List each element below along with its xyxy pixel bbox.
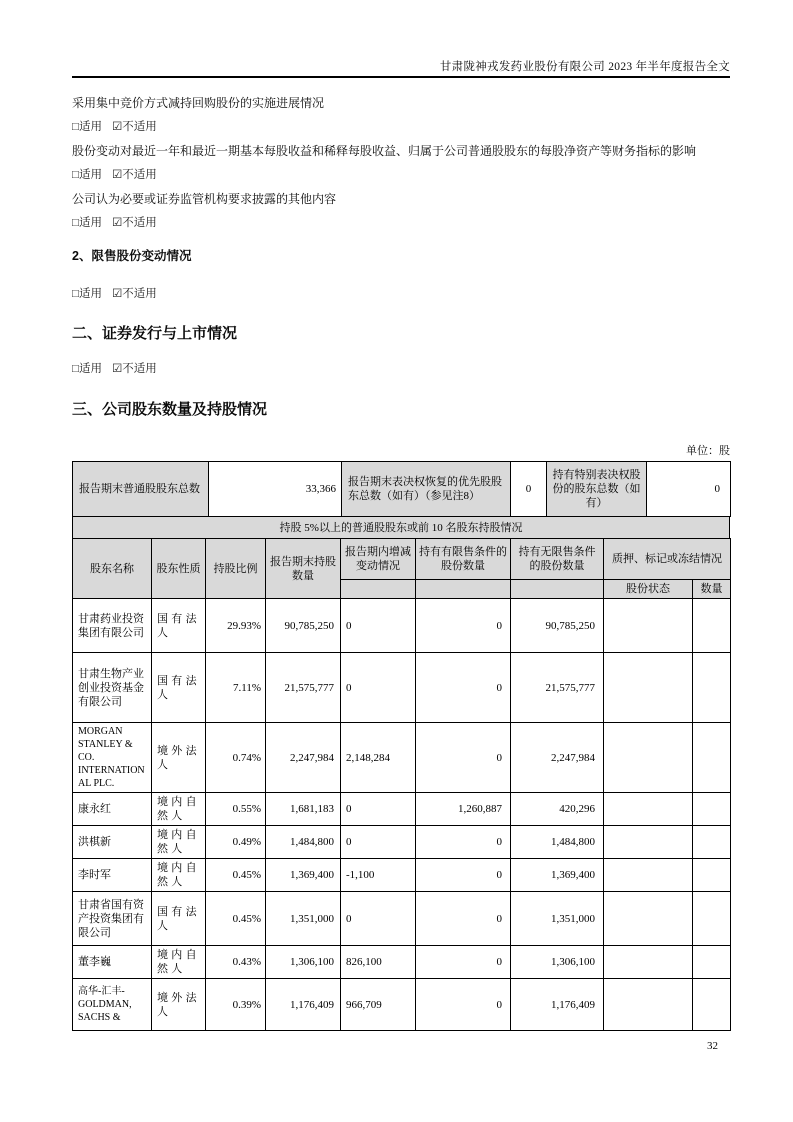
heading-shareholder-info: 三、公司股东数量及持股情况 xyxy=(72,401,268,418)
col-header-pledge-status: 股份状态 xyxy=(604,580,693,599)
restricted-shares: 0 xyxy=(416,892,511,946)
col-header-unrestricted-sub xyxy=(511,580,604,599)
restricted-shares: 0 xyxy=(416,859,511,892)
preferred-shareholders-value: 0 xyxy=(511,462,547,517)
preferred-shareholders-label: 报告期末表决权恢复的优先股股东总数（如有）（参见注8） xyxy=(342,462,511,517)
shares-change: 2,148,284 xyxy=(341,723,416,793)
shares-end: 90,785,250 xyxy=(266,599,341,653)
shareholder-nature: 境内自然人 xyxy=(152,826,206,859)
page-number: 32 xyxy=(707,1040,718,1052)
checkbox-not-applicable-checked: ☑不适用 xyxy=(111,169,157,181)
shareholder-summary-table xyxy=(72,461,731,517)
shareholder-row xyxy=(73,859,731,892)
shareholder-ratio: 0.45% xyxy=(206,859,266,892)
shareholder-name: 康永红 xyxy=(73,793,152,826)
shareholder-ratio: 0.55% xyxy=(206,793,266,826)
pledge-status xyxy=(604,793,693,826)
running-header-title: 甘肃陇神戎发药业股份有限公司 2023 年半年度报告全文 xyxy=(439,61,730,73)
pledge-qty xyxy=(693,653,731,723)
col-header-name: 股东名称 xyxy=(73,539,152,599)
shareholder-nature: 境内自然人 xyxy=(152,859,206,892)
checkline-other xyxy=(72,216,730,230)
shareholder-name: 高华-汇丰-GOLDMAN, SACHS & xyxy=(73,979,152,1031)
checkbox-applicable-unchecked: □适用 xyxy=(72,288,102,300)
restricted-shares: 0 xyxy=(416,946,511,979)
shareholder-row xyxy=(73,723,731,793)
shares-end: 2,247,984 xyxy=(266,723,341,793)
shareholder-row xyxy=(73,979,731,1031)
shareholder-row xyxy=(73,826,731,859)
para-share-change-impact: 股份变动对最近一年和最近一期基本每股收益和稀释每股收益、归属于公司普通股股东的每股净资产等财务指标的影响 xyxy=(72,144,697,158)
shareholder-row xyxy=(73,892,731,946)
pledge-status xyxy=(604,826,693,859)
heading-securities-issuance: 二、证券发行与上市情况 xyxy=(72,325,238,342)
pledge-status xyxy=(604,979,693,1031)
shareholder-nature: 境内自然人 xyxy=(152,793,206,826)
unrestricted-shares: 1,351,000 xyxy=(511,892,604,946)
col-header-pledge-qty: 数量 xyxy=(693,580,731,599)
shareholder-row xyxy=(73,599,731,653)
shares-change: 0 xyxy=(341,826,416,859)
unrestricted-shares: 1,306,100 xyxy=(511,946,604,979)
shareholder-row xyxy=(73,946,731,979)
unrestricted-shares: 2,247,984 xyxy=(511,723,604,793)
col-header-change: 报告期内增减变动情况 xyxy=(341,539,416,580)
restricted-shares: 0 xyxy=(416,826,511,859)
shareholder-nature: 国有法人 xyxy=(152,599,206,653)
pledge-qty xyxy=(693,723,731,793)
restricted-shares: 0 xyxy=(416,723,511,793)
special-voting-value: 0 xyxy=(647,462,731,517)
shareholder-ratio: 0.49% xyxy=(206,826,266,859)
shares-change: 826,100 xyxy=(341,946,416,979)
shareholder-name: 李时军 xyxy=(73,859,152,892)
shares-end: 1,351,000 xyxy=(266,892,341,946)
shareholder-ratio: 0.43% xyxy=(206,946,266,979)
shareholder-nature: 国有法人 xyxy=(152,892,206,946)
band-row xyxy=(72,516,730,539)
shares-end: 1,681,183 xyxy=(266,793,341,826)
unrestricted-shares: 1,176,409 xyxy=(511,979,604,1031)
checkbox-not-applicable-checked: ☑不适用 xyxy=(111,217,157,229)
restricted-shares: 0 xyxy=(416,653,511,723)
pledge-status xyxy=(604,599,693,653)
pledge-status xyxy=(604,892,693,946)
shareholder-row xyxy=(73,793,731,826)
col-header-ratio: 持股比例 xyxy=(206,539,266,599)
shareholder-name: 洪棋新 xyxy=(73,826,152,859)
col-header-shares-end: 报告期末持股数量 xyxy=(266,539,341,599)
shareholder-ratio: 0.74% xyxy=(206,723,266,793)
col-header-change-sub xyxy=(341,580,416,599)
pledge-qty xyxy=(693,826,731,859)
shares-change: 0 xyxy=(341,653,416,723)
shareholder-name: 甘肃生物产业创业投资基金有限公司 xyxy=(73,653,152,723)
shareholder-row xyxy=(73,653,731,723)
col-header-nature: 股东性质 xyxy=(152,539,206,599)
table-header-row-1 xyxy=(73,539,731,580)
checkbox-applicable-unchecked: □适用 xyxy=(72,121,102,133)
pledge-status xyxy=(604,653,693,723)
checkbox-applicable-unchecked: □适用 xyxy=(72,217,102,229)
unit-label: 单位：股 xyxy=(686,445,730,457)
shares-end: 1,176,409 xyxy=(266,979,341,1031)
shares-change: 0 xyxy=(341,793,416,826)
para-other-disclosure: 公司认为必要或证券监管机构要求披露的其他内容 xyxy=(72,192,337,206)
unrestricted-shares: 21,575,777 xyxy=(511,653,604,723)
band-title: 持股 5%以上的普通股股东或前 10 名股东持股情况 xyxy=(73,517,730,539)
checkbox-not-applicable-checked: ☑不适用 xyxy=(111,288,157,300)
shares-end: 1,369,400 xyxy=(266,859,341,892)
checkbox-applicable-unchecked: □适用 xyxy=(72,363,102,375)
pledge-status xyxy=(604,946,693,979)
common-shareholders-value: 33,366 xyxy=(209,462,342,517)
header-rule xyxy=(72,76,730,78)
para-buyback-progress: 采用集中竞价方式减持回购股份的实施进展情况 xyxy=(72,96,325,110)
checkline-issuance xyxy=(72,362,730,376)
shares-end: 1,306,100 xyxy=(266,946,341,979)
unrestricted-shares: 1,484,800 xyxy=(511,826,604,859)
special-voting-label: 持有特别表决权股份的股东总数（如有） xyxy=(547,462,647,517)
top-shareholders-table xyxy=(72,538,731,1031)
checkline-restricted xyxy=(72,287,730,301)
col-header-pledge: 质押、标记或冻结情况 xyxy=(604,539,731,580)
shareholder-nature: 境外法人 xyxy=(152,979,206,1031)
shareholder-nature: 国有法人 xyxy=(152,653,206,723)
shareholder-name: 董李巍 xyxy=(73,946,152,979)
shares-end: 1,484,800 xyxy=(266,826,341,859)
pledge-qty xyxy=(693,599,731,653)
checkbox-applicable-unchecked: □适用 xyxy=(72,169,102,181)
shareholder-ratio: 0.39% xyxy=(206,979,266,1031)
pledge-qty xyxy=(693,979,731,1031)
shareholder-name: 甘肃药业投资集团有限公司 xyxy=(73,599,152,653)
shares-change: 966,709 xyxy=(341,979,416,1031)
unrestricted-shares: 90,785,250 xyxy=(511,599,604,653)
restricted-shares: 0 xyxy=(416,599,511,653)
pledge-qty xyxy=(693,892,731,946)
shareholder-nature: 境外法人 xyxy=(152,723,206,793)
checkline-impact xyxy=(72,168,730,182)
checkline-buyback xyxy=(72,120,730,134)
shareholder-ratio: 7.11% xyxy=(206,653,266,723)
col-header-unrestricted: 持有无限售条件的股份数量 xyxy=(511,539,604,580)
common-shareholders-label: 报告期末普通股股东总数 xyxy=(73,462,209,517)
checkbox-not-applicable-checked: ☑不适用 xyxy=(111,363,157,375)
shares-change: 0 xyxy=(341,892,416,946)
restricted-shares: 1,260,887 xyxy=(416,793,511,826)
unrestricted-shares: 1,369,400 xyxy=(511,859,604,892)
heading-restricted-shares: 2、限售股份变动情况 xyxy=(72,249,192,263)
restricted-shares: 0 xyxy=(416,979,511,1031)
shareholder-name: MORGAN STANLEY & CO. INTERNATIONAL PLC. xyxy=(73,723,152,793)
shareholder-tables xyxy=(72,461,730,1031)
pledge-qty xyxy=(693,793,731,826)
pledge-qty xyxy=(693,859,731,892)
shares-end: 21,575,777 xyxy=(266,653,341,723)
shareholder-ratio: 0.45% xyxy=(206,892,266,946)
shareholder-ratio: 29.93% xyxy=(206,599,266,653)
shareholder-name: 甘肃省国有资产投资集团有限公司 xyxy=(73,892,152,946)
shares-change: 0 xyxy=(341,599,416,653)
pledge-qty xyxy=(693,946,731,979)
pledge-status xyxy=(604,859,693,892)
shareholder-nature: 境内自然人 xyxy=(152,946,206,979)
col-header-restricted-sub xyxy=(416,580,511,599)
checkbox-not-applicable-checked: ☑不适用 xyxy=(111,121,157,133)
col-header-restricted: 持有有限售条件的股份数量 xyxy=(416,539,511,580)
unrestricted-shares: 420,296 xyxy=(511,793,604,826)
pledge-status xyxy=(604,723,693,793)
shares-change: -1,100 xyxy=(341,859,416,892)
